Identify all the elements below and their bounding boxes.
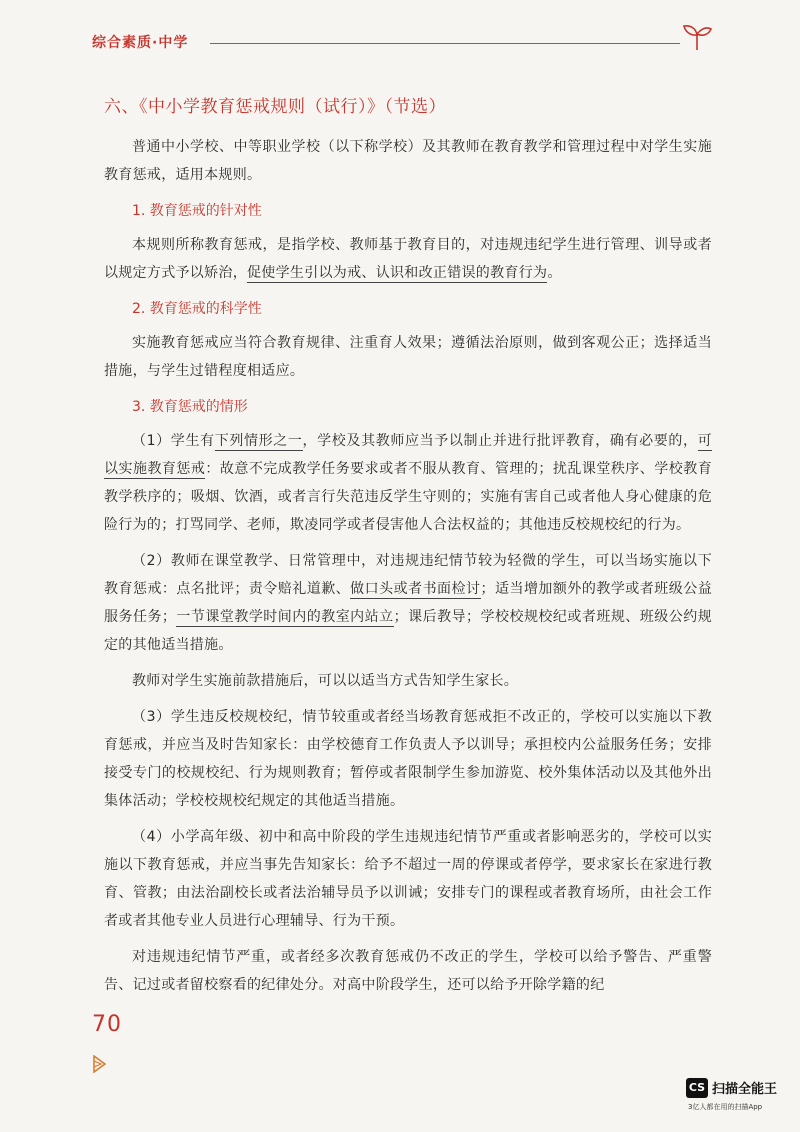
text: （1）学生有 [132, 433, 215, 449]
text: ；课后教导；学校校规校纪或者班规、班级公约规定的其他适当措施。 [104, 609, 713, 653]
page-content [104, 92, 712, 1007]
text: ：故意不完成教学任务要求或者不服从教育、管理的；扰乱课堂秩序、学校教育教学秩序的；吸烟、饮酒，或者言行失范违反学生守则的；实施有害自己或者他人身心健康的危险行为的；打骂同学、老师，欺凌同学或者侵害他人合法权益的；其他违反校规校纪的行为。 [104, 461, 713, 533]
page-header [92, 30, 712, 58]
header-title: 综合素质·中学 [92, 35, 189, 51]
header-rule [210, 43, 680, 44]
scanner-watermark [686, 1076, 796, 1124]
page-corner-icon [93, 1055, 107, 1073]
paragraph-item-1 [104, 427, 712, 539]
underlined-text: 下列情形之一 [214, 433, 303, 449]
subheading-situations: 3. 教育惩戒的情形 [132, 399, 248, 415]
sprout-icon [680, 22, 714, 52]
subheading-scientific: 2. 教育惩戒的科学性 [132, 301, 262, 317]
underlined-text: 做口头或者书面检讨 [350, 581, 481, 597]
paragraph-item-2 [104, 547, 712, 659]
intro-paragraph: 普通中小学校、中等职业学校（以下称学校）及其教师在教育教学和管理过程中对学生实施教育惩戒，适用本规则。 [104, 139, 712, 183]
underlined-text: 一节课堂教学时间内的教室内站立 [176, 609, 394, 625]
paragraph-notify-parents: 教师对学生实施前款措施后，可以以适当方式告知学生家长。 [132, 673, 519, 689]
scanner-tagline: 3亿人都在用的扫描App [688, 1103, 763, 1111]
section-title: 六、《中小学教育惩戒规则（试行）》（节选） [104, 97, 446, 117]
paragraph-disciplinary: 对违规违纪情节严重，或者经多次教育惩戒仍不改正的学生，学校可以给予警告、严重警告、记过或者留校察看的纪律处分。对高中阶段学生，还可以给予开除学籍的纪 [104, 949, 712, 993]
text: （2）教师在课堂教学、日常管理中，对违规违纪情节较为轻微的学生，可以当场实施以下教育惩戒：点名批评；责令赔礼道歉、 [104, 553, 712, 597]
paragraph-item-3: （3）学生违反校规校纪，情节较重或者经当场教育惩戒拒不改正的，学校可以实施以下教育惩戒，并应当及时告知家长：由学校德育工作负责人予以训导；承担校内公益服务任务；安排接受专门的校规校纪、行为规则教育；暂停或者限制学生参加游览、校外集体活动以及其他外出集体活动；学校校规校纪规定的其他适当措施。 [104, 709, 712, 809]
text: ，学校及其教师应当予以制止并进行批评教育，确有必要的， [302, 433, 698, 449]
subheading-targeting: 1. 教育惩戒的针对性 [132, 203, 262, 219]
paragraph-scientific: 实施教育惩戒应当符合教育规律、注重育人效果；遵循法治原则，做到客观公正；选择适当措施，与学生过错程度相适应。 [104, 335, 712, 379]
underlined-text: 可以实施教育惩戒 [104, 433, 712, 477]
text: 。 [547, 265, 562, 281]
scanner-app-name: 扫描全能王 [712, 1082, 778, 1097]
underlined-text: 促使学生引以为戒、认识和改正错误的教育行为 [247, 265, 548, 281]
paragraph-targeting [104, 231, 712, 287]
paragraph-item-4: （4）小学高年级、初中和高中阶段的学生违规违纪情节严重或者影响恶劣的，学校可以实施以下教育惩戒，并应当事先告知家长：给予不超过一周的停课或者停学，要求家长在家进行教育、管教；由法治副校长或者法治辅导员予以训诫；安排专门的课程或者教育场所，由社会工作者或者其他专业人员进行心理辅导、行为干预。 [104, 829, 712, 929]
text: ；适当增加额外的教学或者班级公益服务任务； [104, 581, 712, 625]
text: 本规则所称教育惩戒，是指学校、教师基于教育目的，对违规违纪学生进行管理、训导或者以规定方式予以矫治， [104, 237, 712, 281]
page-number: 70 [92, 1012, 122, 1037]
scanner-logo-icon: CS [686, 1078, 708, 1098]
